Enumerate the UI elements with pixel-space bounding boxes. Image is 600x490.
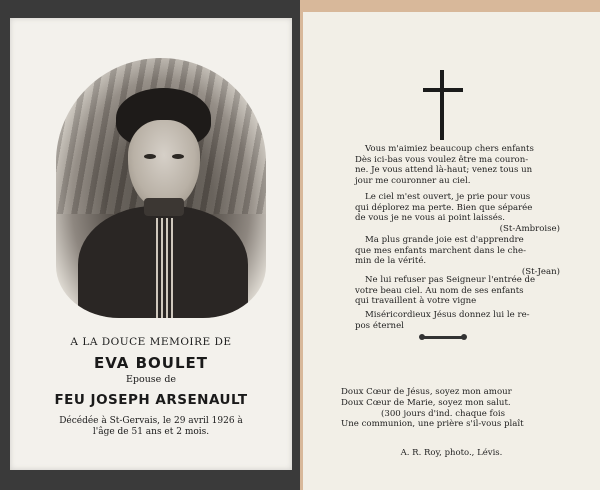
verse-line: qui déplorez ma perte. Bien que séparée <box>355 202 533 213</box>
cross-icon <box>440 70 444 140</box>
prayer-line: Une communion, une prière s'il-vous plaît <box>341 419 524 430</box>
photographer-credit: A. R. Roy, photo., Lévis. <box>400 448 503 458</box>
portrait-collar <box>144 198 184 216</box>
memorial-card-back <box>303 12 600 490</box>
verse-line: ne. Je vous attend là-haut; venez tous un <box>355 165 533 176</box>
epouse-label: Epouse de <box>125 374 177 385</box>
verse-4 <box>355 275 560 307</box>
portrait-photo <box>56 58 266 318</box>
portrait-left-eye <box>144 154 156 159</box>
memoire-heading: A LA DOUCE MEMOIRE DE <box>70 336 232 348</box>
verse-line: min de la vérité. <box>355 256 427 267</box>
prayer-block <box>341 387 581 430</box>
verse-5 <box>355 310 560 331</box>
portrait-bead-trim <box>156 218 174 318</box>
verse-3 <box>355 235 560 277</box>
death-line-2: l'âge de 51 ans et 2 mois. <box>92 427 210 437</box>
deceased-name: EVA BOULET <box>93 354 209 372</box>
verse-line: pos éternel <box>355 320 404 331</box>
verse-reference: (St-Ambroise) <box>499 223 560 234</box>
verse-reference: (St-Jean) <box>521 266 560 277</box>
portrait-right-eye <box>172 154 184 159</box>
prayer-line: Doux Cœur de Jésus, soyez mon amour <box>341 387 512 397</box>
verse-2 <box>355 192 560 234</box>
verse-line: qui travaillent à votre vigne <box>355 296 477 307</box>
verse-line: Ma plus grande joie est d'apprendre <box>365 235 524 245</box>
verse-line: Dès ici-bas vous voulez être ma couron- <box>355 154 529 165</box>
cross-icon-bar <box>423 88 463 92</box>
death-details <box>10 416 292 438</box>
verse-line: votre beau ciel. Au nom de ses enfants <box>355 285 524 296</box>
card-front-paper <box>10 18 292 470</box>
verse-line: de vous je ne vous ai point laissés. <box>355 213 505 224</box>
verse-line: que mes enfants marchent dans le che- <box>355 245 527 256</box>
death-line-1: Décédée à St-Gervais, le 29 avril 1926 à <box>59 416 243 426</box>
verse-1 <box>355 144 560 186</box>
ornament-divider <box>423 336 463 339</box>
verse-line: Le ciel m'est ouvert, je prie pour vous <box>365 192 531 202</box>
prayer-line: (300 jours d'ind. chaque fois <box>381 408 506 419</box>
verse-line: Vous m'aimiez beaucoup chers enfants <box>365 144 534 154</box>
verse-line: Miséricordieux Jésus donnez lui le re- <box>365 310 530 320</box>
husband-name: FEU JOSEPH ARSENAULT <box>54 392 248 408</box>
prayer-line: Doux Cœur de Marie, soyez mon salut. <box>341 397 511 408</box>
portrait-face <box>128 120 200 208</box>
verse-line: jour me couronner au ciel. <box>355 175 471 186</box>
verse-line: Ne lui refuser pas Seigneur l'entrée de <box>365 275 536 285</box>
